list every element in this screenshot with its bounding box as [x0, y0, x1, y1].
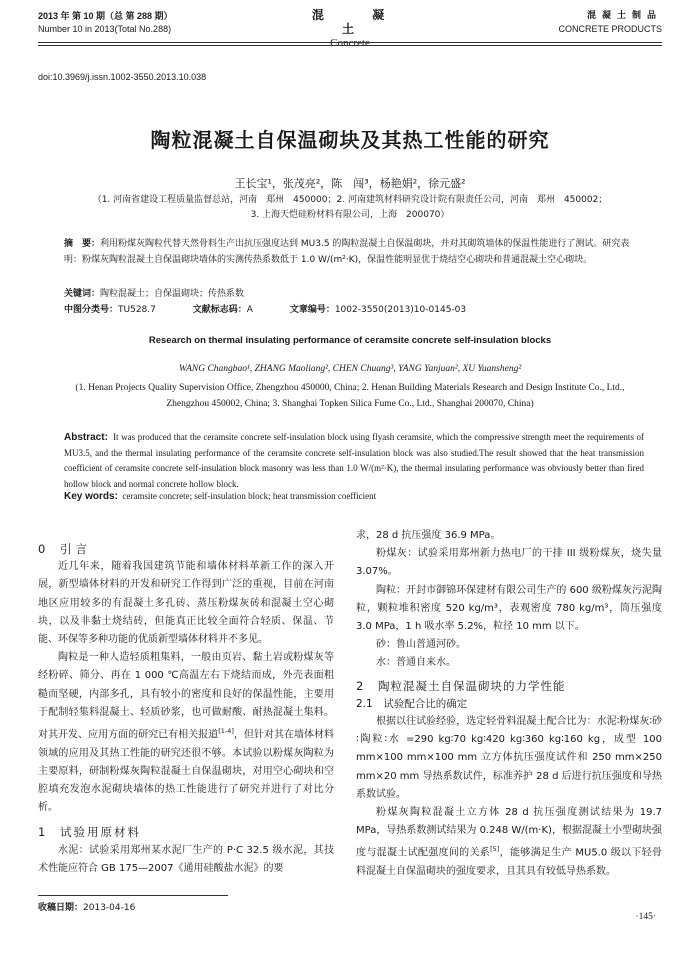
journal-name-en: Concrete — [330, 37, 370, 49]
citation: [1-4] — [218, 727, 234, 736]
body-left-column — [38, 540, 334, 878]
journal-name — [280, 8, 420, 50]
paragraph-text: ，但针对其在墙体材料领域的应用及其热工性能的研究还很不够。本试验以粉煤灰陶粒为主要原料，研制粉煤灰陶粒混凝土自保温砌块，对用空心砌块和空腔填充发泡水泥砌块墙体的热工性能进行了研究并进行了对比分析。 — [38, 729, 335, 814]
citation: [5] — [490, 845, 500, 854]
keywords-cn-text: 陶粒混凝土；自保温砌块；传热系数 — [100, 289, 245, 299]
english-affiliation: (1. Henan Projects Quality Supervision Office, Zhengzhou 450000, China; 2. Henan Building Materials Research and Design Institute Co., Ltd., Zhengzhou 450002, China; 3. Shanghai Topken Silica Fume Co., Ltd., Shanghai 200070, China) — [75, 383, 625, 409]
affiliation — [0, 193, 700, 223]
section-1-number: 1 — [38, 825, 46, 840]
paragraph: 粉煤灰：试验采用郑州新力热电厂的干排 III 级粉煤灰，烧失量 3.07%。 — [356, 548, 662, 578]
doc-code-value: A — [246, 305, 253, 315]
clc-label: 中图分类号： — [64, 305, 119, 315]
section-label — [558, 10, 662, 36]
body-right-column — [356, 527, 662, 881]
classification-line — [64, 302, 644, 315]
page-number: ·145· — [635, 912, 656, 922]
section-2-title: 陶粒混凝土自保温砌块的力学性能 — [378, 678, 566, 693]
section-1-title: 试验用原材料 — [60, 825, 141, 840]
paragraph: 求，28 d 抗压强度 36.9 MPa。 — [356, 530, 501, 541]
abstract-cn-label: 摘 要： — [64, 239, 101, 249]
section-0-heading — [38, 540, 334, 558]
abstract-cn-text: 利用粉煤灰陶粒代替天然骨料生产出抗压强度达到 MU3.5 的陶粒混凝土自保温砌块，并对其砌筑墙体的保温性能进行了测试。研究表明：粉煤灰陶粒混凝土自保温砌块墙体的实测传热系数低于 1.0 W/(m²·K)，保温性能明显优于烧结空心砌块和普通混凝土空心砌块。 — [64, 239, 630, 265]
received-label: 收稿日期： — [38, 903, 84, 913]
received-date — [38, 900, 135, 913]
section-label-en: CONCRETE PRODUCTS — [558, 24, 662, 34]
authors: 王长宝¹，张茂亮²，陈 闯³，杨艳娟²，徐元盛² — [234, 177, 466, 190]
paragraph: 陶粒：开封市御锦环保建材有限公司生产的 600 级粉煤灰污泥陶粒，颗粒堆积密度 520 kg/m³，表观密度 780 kg/m³，筒压强度 3.0 MPa，1 h 吸水率 5.2%，粒径 10 mm 以下。 — [356, 584, 662, 633]
section-0-number: 0 — [38, 542, 46, 556]
header-rule-top — [38, 42, 662, 43]
clc-value: TU528.7 — [118, 305, 156, 315]
issue-en: Number 10 in 2013(Total No.288) — [38, 24, 172, 34]
footnote-rule — [38, 895, 228, 896]
paragraph: 水：普通自来水。 — [376, 657, 456, 669]
affiliation-line-1: （1. 河南省建设工程质量监督总站，河南 郑州 450000；2. 河南建筑材料研究设计院有限责任公司，河南 郑州 450002； — [92, 195, 608, 205]
paragraph-text: 粉煤灰陶粒混凝土立方体 28 d 抗压强度测试结果为 19.7 MPa，导热系数测试结果为 0.248 W/(m·K)，根据混凝土小型砌块强度与混凝土试配强度间的关系 — [356, 807, 662, 859]
affiliation-line-2: 3. 上海天恺硅粉材料有限公司，上海 200070） — [250, 210, 450, 220]
section-2-number: 2 — [356, 678, 364, 693]
abstract-cn — [64, 236, 644, 268]
paper-title: 陶粒混凝土自保温砌块及其热工性能的研究 — [150, 128, 550, 152]
section-2-heading — [356, 677, 662, 695]
english-abstract-label: Abstract: — [64, 432, 108, 443]
english-authors: WANG Changbao¹, ZHANG Maoliang², CHEN Chuang³, YANG Yanjuan², XU Yuansheng² — [178, 364, 522, 374]
received-value: 2013-04-16 — [83, 903, 136, 913]
journal-name-cn: 混 凝 土 — [311, 8, 407, 36]
issue-cn: 2013 年 第 10 期（总 第 288 期） — [38, 11, 173, 21]
article-no-label: 文章编号： — [289, 305, 335, 315]
english-keywords-label: Key words: — [64, 491, 118, 502]
doc-code-label: 文献标志码： — [192, 305, 247, 315]
paragraph — [356, 804, 662, 881]
paragraph-text: ，能够满足生产 MU5.0 级以下轻骨料混凝土自保温砌块的强度要求，且其具有较低导热系数。 — [356, 847, 662, 877]
paragraph: 砂：鲁山普通河砂。 — [376, 639, 466, 651]
paragraph-text: 陶粒是一种人造轻质粗集料，一般由页岩、黏土岩或粉煤灰等经粉碎、筛分、再在 1 000 ℃高温左右下烧结而成，外壳表面粗糙而坚硬，内部多孔，具有较小的密度和良好的保温性能，主要用于配制轻集料混凝土、轻质砂浆，也可做耐酸、耐热混凝土集料。对其开发、应用方面的研究已有相关报道 — [38, 652, 334, 741]
paragraph: 根据以往试验经验，选定轻骨料混凝土配合比为：水泥∶粉煤灰∶砂∶陶粒∶水 =290 kg∶70 kg∶420 kg∶360 kg∶160 kg，成型 100 mm×100 mm×100 mm 立方体抗压强度试件和 250 mm×250 mm×20 mm 导热系数试件，标准养护 28 d 后进行抗压强度和导热系数试验。 — [356, 716, 662, 800]
english-abstract-text: It was produced that the ceramsite concrete self-insulation block using flyash ceramsite, which the compressive strength meet the requirements of MU3.5, and the thermal insulating performance of the ceramsite concrete self-insulation block was also studied.The result showed that the heat transmission coefficient of ceramsite concrete self-insulation block masonry was less than 1.0 W/(m²·K), the thermal insulating performance was obviously better than fired hollow block and normal concrete hollow block. — [64, 432, 645, 489]
section-0-title: 引言 — [60, 542, 91, 556]
article-no-value: 1002-3550(2013)10-0145-03 — [334, 305, 467, 315]
paragraph — [38, 649, 334, 817]
english-keywords — [64, 491, 644, 502]
english-abstract — [64, 430, 644, 492]
header-rule-bottom — [38, 45, 662, 46]
english-keywords-text: ceramsite concrete; self-insulation block; heat transmission coefficient — [122, 491, 377, 501]
section-1-heading — [38, 823, 334, 841]
paragraph: 近几年来，随着我国建筑节能和墙体材料革新工作的深入开展，新型墙体材料的开发和研究工作得到广泛的重视，目前在河南地区应用较多的有混凝土多孔砖、蒸压粉煤灰砖和混凝土空心砌块，以及非黏土烧结砖，但能真正比较全面符合轻质、保温、节能、环保等多种功能的优质新型墙体材料并不多见。 — [38, 561, 334, 646]
journal-issue-info — [38, 10, 173, 36]
keywords-cn-label: 关键词： — [64, 289, 101, 299]
subsection-2-1-heading: 2.1 试验配合比的确定 — [356, 697, 468, 710]
section-label-cn: 混凝土制品 — [586, 11, 662, 21]
english-title: Research on thermal insulating performance of ceramsite concrete self-insulation blocks — [148, 335, 552, 346]
keywords-cn — [64, 286, 644, 299]
paragraph: 水泥：试验采用郑州某水泥厂生产的 P·C 32.5 级水泥，其技术性能应符合 GB 175—2007《通用硅酸盐水泥》的要 — [38, 844, 334, 874]
doi: doi:10.3969/j.issn.1002-3550.2013.10.038 — [38, 72, 207, 82]
